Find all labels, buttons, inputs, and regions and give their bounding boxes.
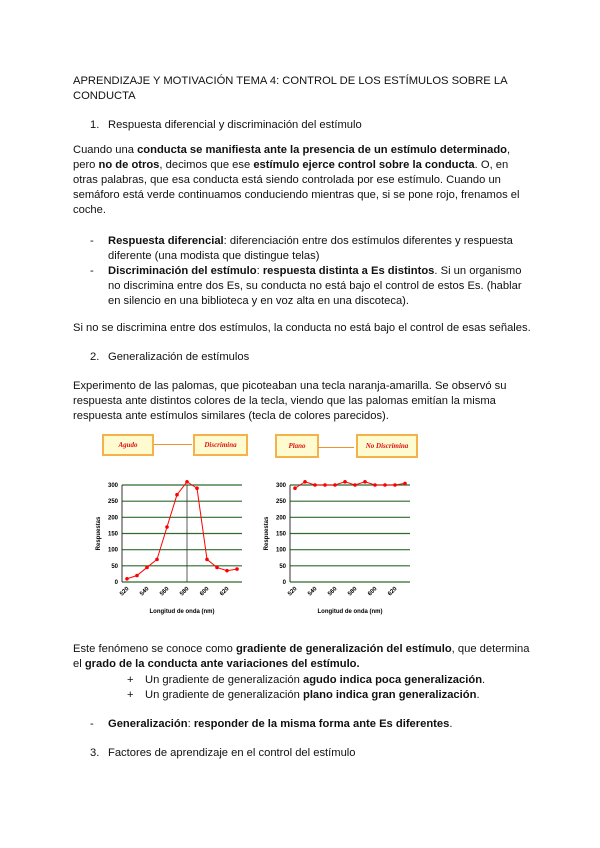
plus-marker: + [127,674,134,686]
bullet-discriminacion: Discriminación del estímulo: respuesta distinta a Es distintos. Si un organismo no discrimina entre dos Es, su conducta no está bajo el control de estos Es. (hablar en silencio en una biblioteca y en voz alta en una discoteca). [108,265,522,307]
x-tick-label: 560 [327,586,339,598]
y-tick-label: 300 [107,483,118,489]
bullet-dash: - [90,265,94,277]
bullet-dash: - [90,235,94,247]
bullet-generalizacion: Generalización: responder de la misma forma ante Es diferentes. [108,718,453,730]
x-tick-label: 580 [179,586,191,598]
arrow [154,444,192,445]
chart-plano [258,475,418,620]
data-point [195,486,199,490]
document-title: APRENDIZAJE Y MOTIVACIÓN TEMA 4: CONTROL DE LOS ESTÍMULOS SOBRE LA CONDUCTA [73,75,507,102]
section-2-heading: Generalización de estímulos [108,351,250,363]
x-axis-label: Longitud de onda (nm) [149,609,215,615]
series-line [127,482,237,579]
y-tick-label: 100 [275,547,286,554]
paragraph-2: Si no se discrimina entre dos estímulos, la conducta no está bajo el control de esas señales. [73,322,531,334]
y-tick-label: 100 [107,547,118,554]
data-point [353,483,357,487]
y-tick-label: 250 [107,499,118,506]
y-axis-label: Respuestas [96,516,102,551]
arrow [318,447,354,448]
x-axis-label: Longitud de onda (nm) [317,609,383,615]
data-point [185,480,189,484]
x-tick-label: 620 [219,586,231,598]
data-point [403,482,407,486]
data-point [225,569,229,573]
data-point [383,483,387,487]
data-point [205,558,209,562]
data-point [215,566,219,570]
bullet-respuesta-diferencial: Respuesta diferencial: diferenciación entre dos estímulos diferentes y respuesta diferente (una modista que distingue telas) [108,235,513,262]
box-plano: Plano [275,434,319,458]
plus-marker: + [127,689,134,701]
x-tick-label: 580 [347,586,359,598]
paragraph-3: Experimento de las palomas, que picoteaban una tecla naranja-amarilla. Se observó su respuesta ante distintos colores de la tecla, viendo que las palomas emitían la misma respuesta ante estímulos similares (tecla de colores parecidos). [73,380,507,422]
y-tick-label: 150 [107,531,118,538]
bullet-dash: - [90,718,94,730]
x-tick-label: 520 [119,586,131,598]
data-point [145,566,149,570]
x-tick-label: 540 [307,586,319,598]
section-3-number: 3. [90,747,100,759]
data-point [135,574,139,578]
y-tick-label: 50 [279,563,286,570]
data-point [333,483,337,487]
box-agudo: Agudo [102,434,154,456]
y-tick-label: 200 [275,515,286,522]
box-discrimina: Discrimina [193,434,248,456]
paragraph-4: Este fenómeno se conoce como gradiente de generalización del estímulo, que determina el grado de la conducta ante variaciones del estímulo. [73,643,530,670]
x-tick-label: 600 [367,586,379,598]
chart-agudo [90,475,250,620]
data-point [175,493,179,497]
data-point [373,483,377,487]
y-tick-label: 50 [111,563,118,570]
data-point [125,577,129,581]
data-point [393,483,397,487]
paragraph-1: Cuando una conducta se manifiesta ante la presencia de un estímulo determinado, pero no de otros, decimos que ese estímulo ejerce control sobre la conducta. O, en otras palabras, que esa conducta está siendo controlada por ese estímulo. Cuando un semáforo está verde continuamos conduciendo mientras que, si se pone rojo, frenamos el coche. [73,144,520,216]
y-axis-label: Respuestas [264,516,270,551]
section-3-heading: Factores de aprendizaje en el control del estímulo [108,747,356,759]
data-point [303,480,307,484]
x-tick-label: 600 [199,586,211,598]
box-no-discrimina: No Discrimina [356,434,418,458]
data-point [343,480,347,484]
x-tick-label: 560 [159,586,171,598]
data-point [235,567,239,571]
data-point [313,483,317,487]
x-tick-label: 520 [287,586,299,598]
x-tick-label: 540 [139,586,151,598]
y-tick-label: 250 [275,499,286,506]
data-point [293,486,297,490]
x-tick-label: 620 [387,586,399,598]
y-tick-label: 300 [275,483,286,489]
section-2-number: 2. [90,351,100,363]
section-1-number: 1. [90,119,100,131]
data-point [323,483,327,487]
data-point [165,525,169,529]
y-tick-label: 150 [275,531,286,538]
y-tick-label: 0 [114,580,118,586]
plus-item-plano: Un gradiente de generalización plano indica gran generalización. [145,689,480,701]
section-1-heading: Respuesta diferencial y discriminación del estímulo [108,119,362,131]
plus-item-agudo: Un gradiente de generalización agudo indica poca generalización. [145,674,486,686]
data-point [155,558,159,562]
y-tick-label: 200 [107,515,118,522]
data-point [363,480,367,484]
y-tick-label: 0 [282,580,286,586]
